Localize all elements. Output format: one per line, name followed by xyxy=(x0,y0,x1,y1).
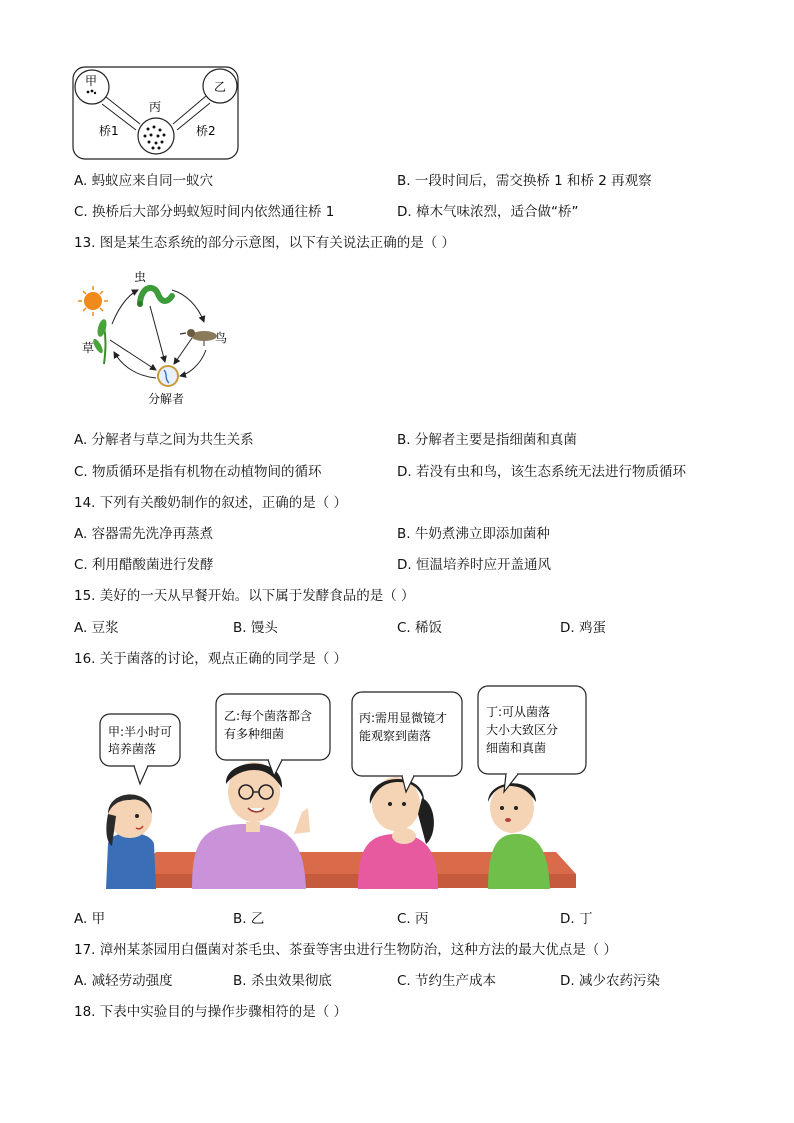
ecosystem-diagram xyxy=(76,266,236,408)
q15-stem: 15. 美好的一天从早餐开始。以下属于发酵食品的是（ ） xyxy=(74,588,415,604)
q13-option-a[interactable]: A. 分解者与草之间为共生关系 xyxy=(74,432,254,448)
speech-bubble-ding xyxy=(478,686,586,792)
students-discussion-illustration xyxy=(96,684,592,892)
q14-option-c[interactable]: C. 利用醋酸菌进行发酵 xyxy=(74,557,214,573)
q12-option-d[interactable]: D. 樟木气味浓烈，适合做“桥” xyxy=(397,204,579,220)
q13-stem: 13. 图是某生态系统的部分示意图，以下有关说法正确的是（ ） xyxy=(74,235,456,251)
bird-icon xyxy=(180,329,217,346)
grass-label: 草 xyxy=(82,341,95,355)
speech-bubble-jia xyxy=(100,714,180,784)
student-bing-figure xyxy=(358,777,438,889)
q17-option-b[interactable]: B. 杀虫效果彻底 xyxy=(233,973,332,989)
q12-option-c[interactable]: C. 换桥后大部分蚂蚁短时间内依然通往桥 1 xyxy=(74,204,335,220)
q17-option-d[interactable]: D. 减少农药污染 xyxy=(560,973,660,989)
q12-option-a[interactable]: A. 蚂蚁应来自同一蚁穴 xyxy=(74,173,214,189)
q14-option-b[interactable]: B. 牛奶煮沸立即添加菌种 xyxy=(397,526,550,542)
insect-label: 虫 xyxy=(134,270,147,284)
q13-option-b[interactable]: B. 分解者主要是指细菌和真菌 xyxy=(397,432,577,448)
student-ding-figure xyxy=(488,783,550,889)
bird-label: 鸟 xyxy=(215,331,228,345)
q15-option-a[interactable]: A. 豆浆 xyxy=(74,620,119,636)
q16-option-b[interactable]: B. 乙 xyxy=(233,911,265,927)
bing-label: 丙 xyxy=(149,100,162,114)
q15-option-d[interactable]: D. 鸡蛋 xyxy=(560,620,606,636)
bubble-ding-line2: 大小大致区分 xyxy=(486,723,559,737)
bridge1-label: 桥1 xyxy=(99,124,119,138)
q18-stem: 18. 下表中实验目的与操作步骤相符的是（ ） xyxy=(74,1004,348,1020)
bubble-bing-line1: 丙:需用显微镜才 xyxy=(359,711,448,725)
bubble-jia-line1: 甲:半小时可 xyxy=(108,725,173,739)
bubble-jia-line2: 培养菌落 xyxy=(108,742,157,756)
q13-option-d[interactable]: D. 若没有虫和鸟，该生态系统无法进行物质循环 xyxy=(397,464,686,480)
q14-option-d[interactable]: D. 恒温培养时应开盖通风 xyxy=(397,557,551,573)
q16-option-d[interactable]: D. 丁 xyxy=(560,911,593,927)
caterpillar-icon xyxy=(137,288,172,307)
bubble-ding-line3: 细菌和真菌 xyxy=(486,741,547,755)
bubble-yi-line1: 乙:每个菌落都含 xyxy=(224,709,313,723)
jia-label: 甲 xyxy=(85,74,98,88)
q17-option-c[interactable]: C. 节约生产成本 xyxy=(397,973,497,989)
yi-label: 乙 xyxy=(214,80,227,94)
q16-stem: 16. 关于菌落的讨论，观点正确的同学是（ ） xyxy=(74,651,348,667)
q16-option-c[interactable]: C. 丙 xyxy=(397,911,429,927)
ant-bridge-diagram xyxy=(72,66,240,162)
q14-option-a[interactable]: A. 容器需先洗净再蒸煮 xyxy=(74,526,214,542)
q15-option-b[interactable]: B. 馒头 xyxy=(233,620,278,636)
q17-stem: 17. 漳州某茶园用白僵菌对茶毛虫、茶蚕等害虫进行生物防治，这种方法的最大优点是（ ） xyxy=(74,942,618,958)
student-yi-figure xyxy=(192,762,310,889)
q16-option-a[interactable]: A. 甲 xyxy=(74,911,106,927)
decomposer-icon xyxy=(158,366,178,386)
speech-bubble-bing xyxy=(352,692,462,792)
speech-bubble-yi xyxy=(216,694,330,776)
decomposer-label: 分解者 xyxy=(148,392,185,406)
q17-option-a[interactable]: A. 减轻劳动强度 xyxy=(74,973,173,989)
q12-option-b[interactable]: B. 一段时间后，需交换桥 1 和桥 2 再观察 xyxy=(397,173,652,189)
bridge2-label: 桥2 xyxy=(196,124,216,138)
sun-icon xyxy=(78,286,108,316)
bubble-ding-line1: 丁:可从菌落 xyxy=(486,705,551,719)
student-jia-figure xyxy=(106,794,156,889)
q15-option-c[interactable]: C. 稀饭 xyxy=(397,620,443,636)
bubble-bing-line2: 能观察到菌落 xyxy=(359,729,432,743)
q14-stem: 14. 下列有关酸奶制作的叙述，正确的是（ ） xyxy=(74,495,348,511)
bubble-yi-line2: 有多种细菌 xyxy=(224,727,285,741)
q13-option-c[interactable]: C. 物质循环是指有机物在动植物间的循环 xyxy=(74,464,322,480)
